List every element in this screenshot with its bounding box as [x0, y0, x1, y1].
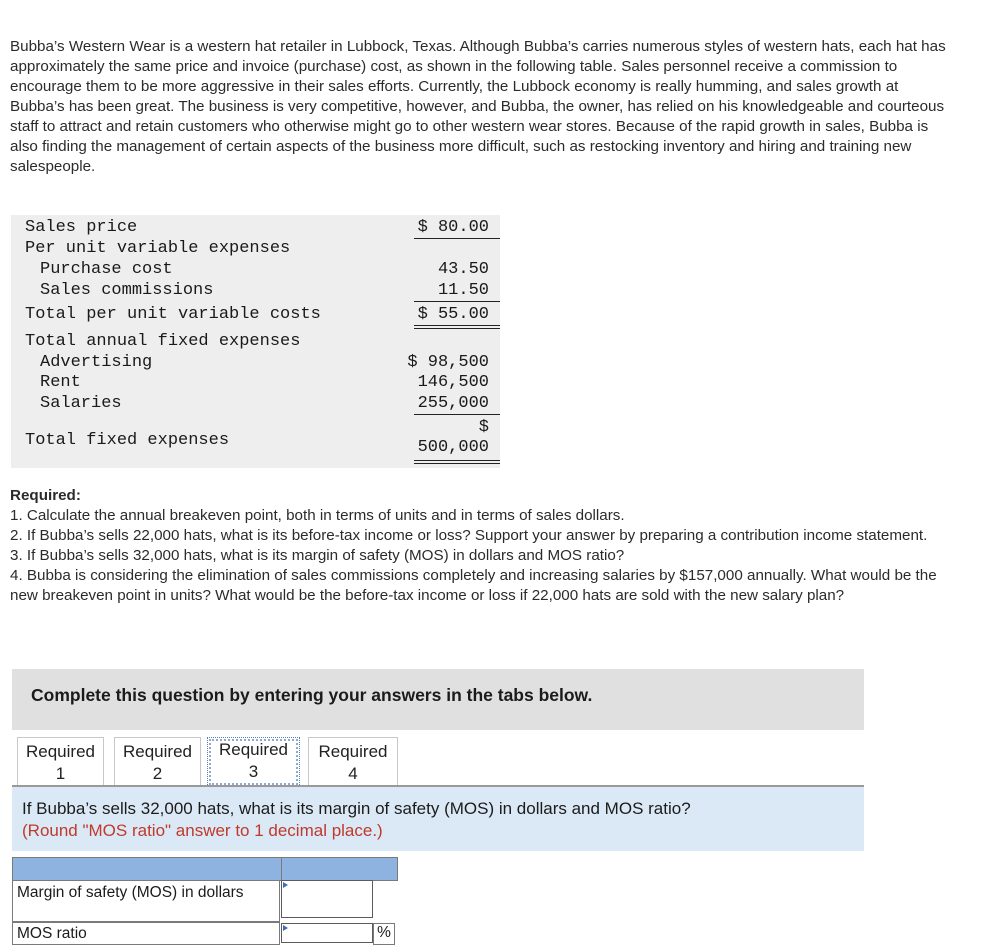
advertising-label: Advertising [40, 353, 153, 372]
fixed-heading-row [11, 332, 500, 353]
tab-required-4[interactable] [308, 737, 398, 786]
rent-label: Rent [40, 373, 81, 392]
cost-data-table [11, 215, 500, 468]
salaries-row [11, 394, 500, 415]
sales-commissions-value: 11.50 [437, 281, 489, 300]
question-text: If Bubba’s sells 32,000 hats, what is its margin of safety (MOS) in dollars and MOS ratio? [22, 799, 691, 818]
tab-number: 2 [152, 764, 163, 783]
required-item-1: 1. Calculate the annual breakeven point, both in terms of units and in terms of sales dollars. [10, 507, 625, 524]
tab-number: 4 [348, 764, 358, 783]
fixed-expenses-heading: Total annual fixed expenses [25, 332, 301, 351]
total-fixed-value: 500,000 [417, 438, 489, 457]
advertising-value: $ 98,500 [407, 353, 489, 372]
tab-required-3[interactable] [207, 737, 300, 787]
required-section [10, 486, 955, 606]
answer-table [12, 857, 398, 947]
rent-value: 146,500 [417, 373, 489, 392]
header-divider [281, 858, 282, 880]
purchase-cost-value: 43.50 [437, 260, 489, 279]
tab-required-2[interactable] [114, 737, 201, 786]
tab-label: Required [123, 742, 192, 761]
double-underline [414, 325, 500, 329]
double-underline [414, 460, 500, 464]
tab-label: Required [318, 742, 388, 761]
mos-dollars-label: Margin of safety (MOS) in dollars [12, 880, 280, 922]
total-variable-row [11, 305, 500, 326]
mos-ratio-input[interactable] [281, 923, 373, 943]
advertising-row [11, 353, 500, 374]
tab-label: Required [219, 740, 288, 759]
instructions-banner [12, 669, 864, 730]
rent-row [11, 373, 500, 394]
percent-unit: % [373, 923, 395, 945]
total-variable-value: $ 55.00 [417, 305, 489, 324]
salaries-value: 255,000 [417, 394, 489, 413]
total-variable-label: Total per unit variable costs [25, 305, 321, 324]
required-item-2: 2. If Bubba’s sells 22,000 hats, what is its before-tax income or loss? Support your answer by preparing a contribution income statement. [10, 527, 928, 544]
required-heading: Required: [10, 487, 81, 504]
banner-text: Complete this question by entering your answers in the tabs below. [31, 685, 593, 705]
tab-required-1[interactable] [17, 737, 104, 786]
purchase-cost-row [11, 260, 500, 281]
underline [414, 301, 500, 302]
salaries-label: Salaries [40, 394, 122, 413]
question-panel [12, 787, 864, 851]
total-fixed-currency: $ [478, 418, 489, 437]
total-fixed-label: Total fixed expenses [25, 431, 230, 450]
per-unit-heading-row [11, 239, 500, 260]
answer-table-header [12, 857, 398, 881]
tab-number: 3 [248, 762, 259, 781]
rounding-instruction: (Round "MOS ratio" answer to 1 decimal place.) [22, 821, 383, 840]
total-fixed-value-row [11, 438, 500, 459]
tab-number: 1 [55, 764, 66, 783]
problem-intro: Bubba’s Western Wear is a western hat retailer in Lubbock, Texas. Although Bubba’s carries numerous styles of western hats, each hat has approximately the same price and invoice (purchase) cost, as shown in the following table. Sales personnel receive a commission to encourage them to be more aggressive in their sales efforts. Currently, the Lubbock economy is really humming, and sales growth at Bubba’s has been great. The business is very competitive, however, and Bubba, the owner, has relied on his knowledgeable and courteous staff to attract and retain customers who otherwise might go to other western wear stores. Because of the rapid growth in sales, Bubba is also finding the management of certain aspects of the business more difficult, such as restocking inventory and hiring and training new salespeople. [10, 38, 946, 175]
required-item-3: 3. If Bubba’s sells 32,000 hats, what is its margin of safety (MOS) in dollars and MOS ratio? [10, 547, 625, 564]
sales-price-label: Sales price [25, 218, 138, 237]
required-item-4: 4. Bubba is considering the elimination of sales commissions completely and increasing salaries by $157,000 annually. What would be the new breakeven point in units? What would be the before-tax income or loss if 22,000 hats are sold with the new salary plan? [10, 567, 937, 604]
sales-commissions-row [11, 281, 500, 302]
underline [414, 414, 500, 415]
purchase-cost-label: Purchase cost [40, 260, 173, 279]
mos-dollars-input[interactable] [281, 880, 373, 918]
per-unit-heading: Per unit variable expenses [25, 239, 291, 258]
sales-price-value: $ 80.00 [417, 218, 489, 237]
mos-ratio-label: MOS ratio [12, 922, 280, 945]
sales-commissions-label: Sales commissions [40, 281, 214, 300]
sales-price-row [11, 218, 500, 239]
tab-label: Required [26, 742, 95, 761]
